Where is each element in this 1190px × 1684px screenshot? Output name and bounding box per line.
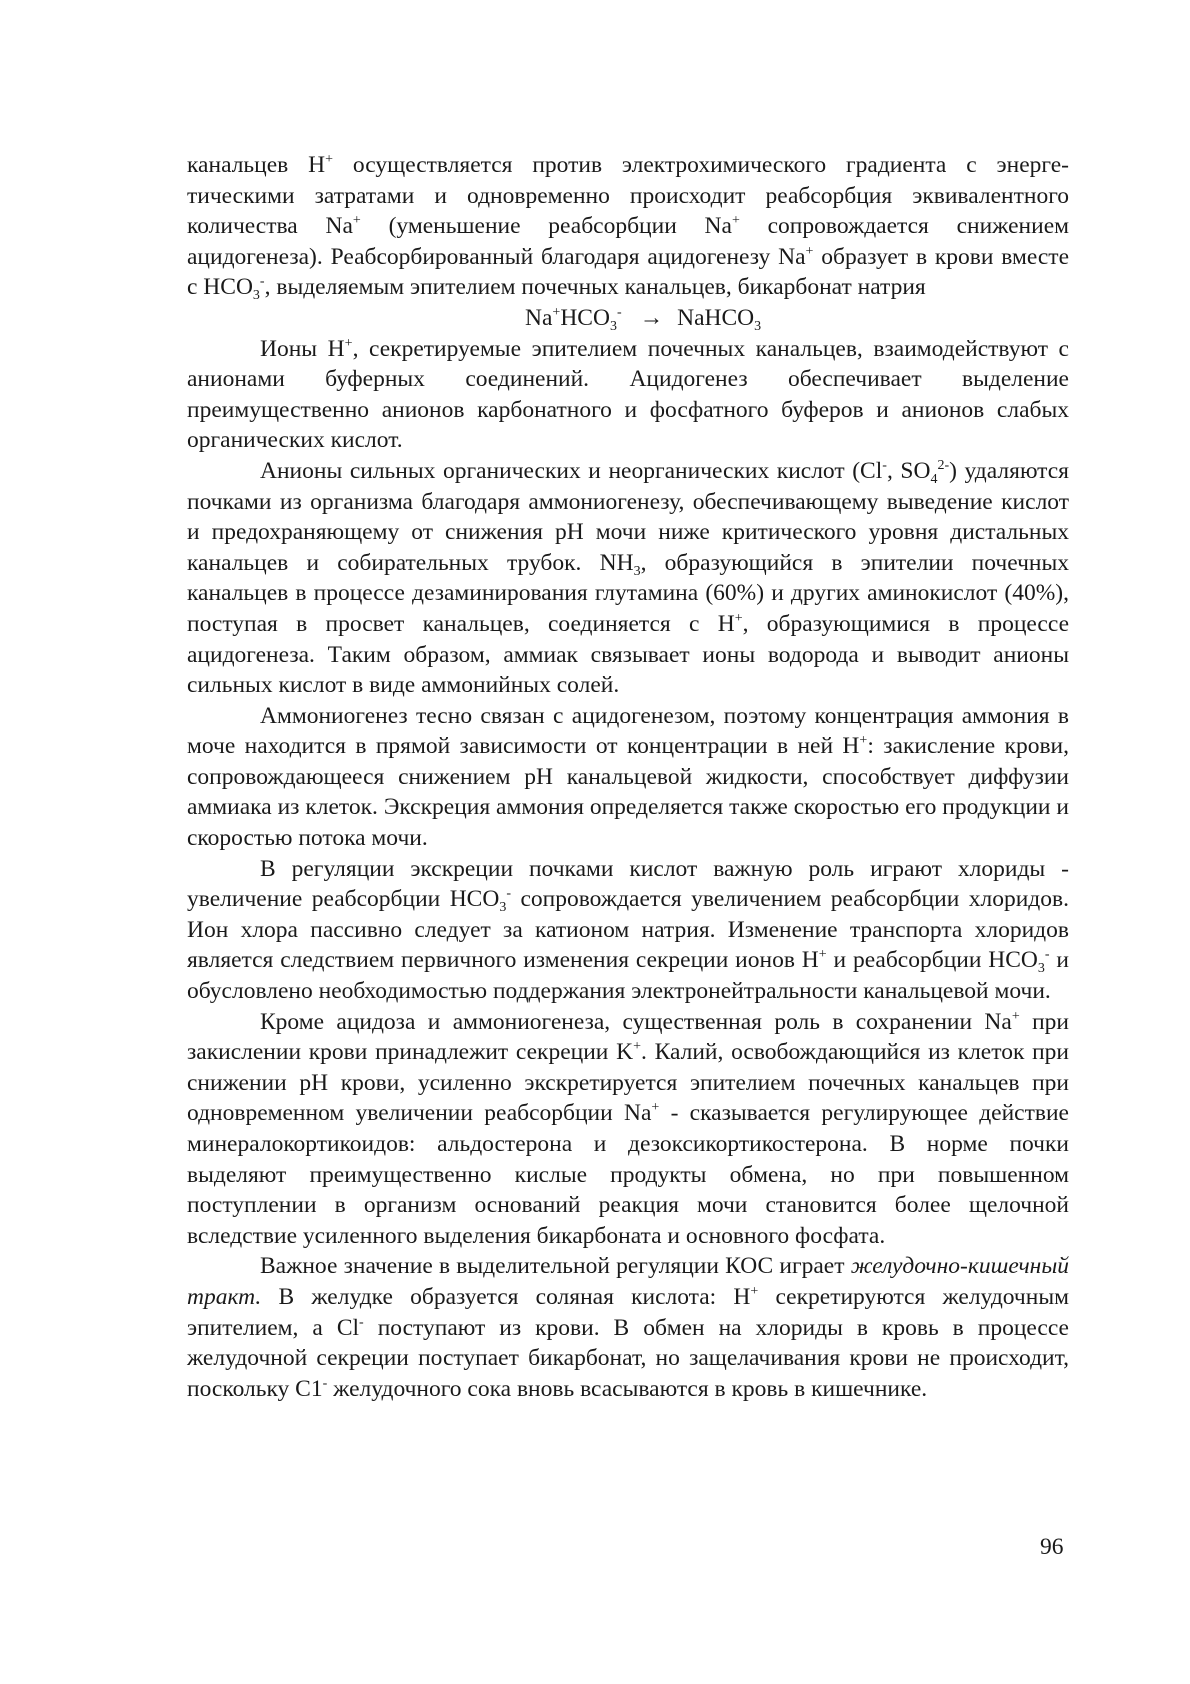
subscript: 4 (930, 471, 938, 487)
superscript: - (322, 1375, 328, 1391)
superscript: + (651, 1100, 660, 1116)
text-run: сопровождается снижением ацидогенеза). Реабсорбированный благодаря ацидогенезу Na (187, 213, 1069, 270)
subscript: 3 (499, 900, 507, 916)
text-run: : закисление крови, сопровождающееся снижением pH канальцевой жидкости, способствует диффузии аммиака из клеток. Экскреция аммония определяется также скоростью его продукции и скоростью потока мочи. (187, 733, 1069, 852)
superscript: + (633, 1039, 641, 1055)
superscript: + (352, 213, 361, 229)
text-run: Кроме ацидоза и аммониогенеза, существенная роль в сохранении Na (260, 1008, 1012, 1035)
superscript: + (818, 947, 827, 963)
text-run: желудочного сока вновь всасываются в кровь в кишечнике. (327, 1375, 928, 1402)
text-run: . Калий, освобождающийся из клеток при снижении pH крови, усиленно экскретируется эпителием почечных канальцев при одновременном увеличении реабсорбции Na (187, 1039, 1069, 1127)
text-run: В регуляции экскреции почками кислот важную роль играют хлориды - увеличение реабсорбции HCO (187, 855, 1069, 913)
paragraph-chlorides (187, 854, 1069, 1007)
text-run: Аммониогенез тесно связан с ацидогенезом, поэтому концентрация аммония в моче находится в прямой зависимости от концентрации в ней H (187, 702, 1069, 760)
formula-term: Na (525, 304, 553, 331)
text-run: ) удаляются почками из организма благодаря аммониогенезу, обеспечивающему выведение кислот и предохраняющему от снижения pH мочи ниже критического уровня дистальных канальцев и собирательных трубок. NH (187, 457, 1069, 576)
text-run: канальцев H (187, 152, 326, 178)
superscript: + (731, 213, 740, 229)
text-run: и обусловлено необходимостью поддержания электронейтральности канальцевой мочи. (187, 947, 1070, 1005)
text-run: осуществляется против электрохимического градиента с энергетическими затратами и одновременно происходит реабсорбция эквивалентного количества Na (187, 152, 1069, 240)
subscript: 3 (1037, 961, 1045, 977)
text-run: и реабсорбции HCO (826, 947, 1038, 974)
text-run: Анионы сильных органических и неорганических кислот (Cl (260, 457, 883, 484)
subscript: 3 (633, 563, 641, 579)
text-run: , выделяемым эпителием почечных канальцев, бикарбонат натрия (264, 274, 926, 301)
superscript: + (1011, 1008, 1020, 1024)
text-run: , образующийся в эпителии почечных канальцев в процессе дезаминирования глутамина (60%) и других аминокислот (40%), поступая в просвет канальцев, соединяется с H (187, 549, 1069, 637)
superscript: + (552, 304, 561, 320)
superscript: + (859, 733, 868, 749)
superscript: - (506, 886, 511, 902)
text-run: , SO (886, 457, 931, 484)
text-run: поступают из крови. В обмен на хлориды в кровь в процессе желудочной секреции поступает бикарбонат, но защелачивания крови не происходит, поскольку C1 (187, 1314, 1069, 1402)
paragraph-acidogenesis-sodium (187, 150, 1069, 303)
text-run: , образующимися в процессе ацидогенеза. Таким образом, аммиак связывает ионы водорода и выводит анионы сильных кислот в виде аммонийных солей. (187, 610, 1070, 699)
superscript: - (259, 274, 265, 290)
subscript: 3 (754, 318, 762, 334)
paragraph-ammoniogenesis (187, 701, 1069, 854)
text-run: сопровождается увеличением реабсорбции хлоридов. Ион хлора пассивно следует за катионом натрия. Изменение транспорта хлоридов является следствием первичного изменения секреции ионов H (187, 886, 1069, 974)
text-run: Ионы H (260, 335, 345, 362)
superscript: - (359, 1314, 364, 1330)
subscript: 3 (609, 318, 617, 334)
superscript: 2- (937, 457, 950, 473)
superscript: - (616, 304, 622, 320)
superscript: + (344, 335, 353, 351)
superscript: + (325, 152, 334, 167)
chemical-equation (187, 303, 1069, 334)
text-run: - сказывается регулирующее действие минералокортикоидов: альдостерона и дезоксикортикостерона. В норме почки выделяют преимущественно кислые продукты обмена, но при повышенном поступлении в организм оснований реакция мочи становится более щелочной вследствие усиленного выделения бикарбоната и основного фосфата. (187, 1100, 1069, 1249)
superscript: + (734, 610, 743, 626)
page-number: 96 (1040, 1534, 1064, 1560)
superscript: + (805, 243, 814, 259)
paragraph-gastrointestinal (187, 1251, 1069, 1404)
text-run: при закислении крови принадлежит секреции K (187, 1008, 1069, 1066)
text-run: секретируются желудочным эпителием, а Cl (187, 1283, 1069, 1341)
page-body (187, 150, 1069, 1404)
superscript: + (750, 1283, 759, 1299)
subscript: 3 (252, 288, 260, 304)
text-run: (уменьшение реабсорбции Na (360, 213, 732, 240)
reaction-arrow: → (639, 304, 664, 331)
text-run: В желудке образуется соляная кислота: H (261, 1283, 751, 1310)
paragraph-strong-acid-anions (187, 456, 1069, 701)
formula-term: NaHCO (677, 304, 755, 331)
paragraph-hydrogen-ions (187, 334, 1069, 456)
paragraph-potassium (187, 1007, 1069, 1252)
italic-term: желудочно-кишечный тракт. (187, 1253, 1069, 1310)
superscript: - (882, 457, 887, 473)
formula-term: HCO (560, 304, 610, 331)
text-run: Важное значение в выделительной регуляции КОС играет (260, 1253, 851, 1280)
text-run: образует в крови вместе с HCO (187, 243, 1070, 301)
superscript: - (1044, 947, 1050, 963)
text-run: , секретируемые эпителием почечных канальцев, взаимодействуют с анионами буферных соединений. Ацидогенез обеспечивает выделение преимущественно анионов карбонатного и фосфатного буферов и анионов слабых органических кислот. (187, 335, 1069, 454)
